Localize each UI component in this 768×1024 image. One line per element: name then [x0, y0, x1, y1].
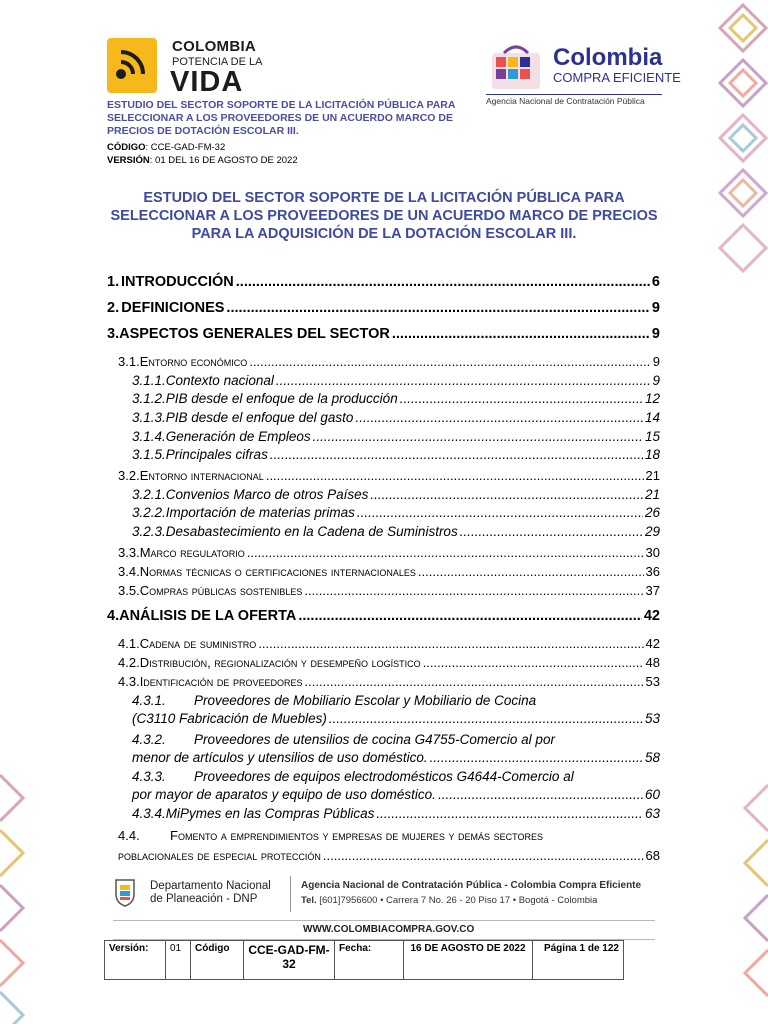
footer-website-row — [113, 920, 655, 940]
toc-entry[interactable]: 4.3.1. Proveedores de Mobiliario Escolar y Mobiliario de Cocina (C3110 Fabricación de Muebles) ..... 53 — [132, 692, 660, 728]
header-code: CÓDIGO: CCE-GAD-FM-32 — [107, 142, 226, 153]
toc-entry[interactable]: 3.4. Normas técnicas o certificaciones internacionales ..... 36 — [118, 564, 660, 579]
dnp-name: Departamento Nacional de Planeación - DNP — [150, 880, 271, 905]
toc-entry[interactable]: 4.3. Identificación de proveedores ..... 53 — [118, 674, 660, 689]
main-title: ESTUDIO DEL SECTOR SOPORTE DE LA LICITACIÓN PÚBLICA PARA SELECCIONAR A LOS PROVEEDORES DE UN ACUERDO MARCO DE PRECIOS PARA LA ADQUISICIÓN DE LA DOTACIÓN ESCOLAR III. — [110, 190, 658, 242]
header-version: VERSIÓN: 01 DEL 16 DE AGOSTO DE 2022 — [107, 155, 298, 166]
toc-entry[interactable]: 3.2.1. Convenios Marco de otros Países ..... 21 — [132, 487, 660, 502]
toc-entry[interactable]: 3. ASPECTOS GENERALES DEL SECTOR ..... 9 — [107, 326, 660, 342]
toc-entry[interactable]: 3.1.5. Principales cifras ..... 18 — [132, 447, 660, 462]
colombia-compra-eficiente-logo-icon — [486, 45, 546, 91]
toc-entry[interactable]: 3.5. Compras públicas sostenibles ..... 37 — [118, 583, 660, 598]
toc-entry[interactable]: 4.4. Fomento a emprendimientos y empresas de mujeres y demás sectores poblacionales de especial protección ..... 68 — [118, 826, 660, 866]
toc-entry[interactable]: 3.1.4. Generación de Empleos ..... 15 — [132, 429, 660, 444]
brand-line-1: COLOMBIA — [172, 38, 257, 55]
code-label: Código — [191, 941, 244, 980]
toc-entry[interactable]: 3.3. Marco regulatorio ..... 30 — [118, 545, 660, 560]
footer-agency: Agencia Nacional de Contratación Pública - Colombia Compra Eficiente — [301, 880, 642, 891]
page-indicator: Página 1 de 122 — [533, 941, 624, 980]
date-value: 16 DE AGOSTO DE 2022 — [404, 941, 533, 980]
decorative-pattern-bottom-right — [728, 780, 768, 1024]
footer-divider — [290, 876, 291, 912]
colombia-potencia-logo-icon — [107, 38, 157, 93]
decorative-pattern-bottom-left — [0, 770, 50, 1024]
cce-subtitle: COMPRA EFICIENTE — [553, 70, 681, 85]
toc-entry[interactable]: 2. DEFINICIONES ..... 9 — [107, 300, 660, 316]
toc-entry[interactable]: 3.1.1. Contexto nacional ..... 9 — [132, 373, 660, 388]
footer-contact: Tel. [601]7956600 • Carrera 7 No. 26 - 20 Piso 17 • Bogotá - Colombia — [301, 895, 598, 906]
code-value: CCE-GAD-FM-32 — [244, 941, 335, 980]
version-label: Versión: — [105, 941, 166, 980]
toc-entry[interactable]: 4.2. Distribución, regionalización y desempeño logístico ..... 48 — [118, 655, 660, 670]
cce-name: Colombia — [553, 44, 663, 71]
toc-entry[interactable]: 3.2.2. Importación de materias primas ..... 26 — [132, 505, 660, 520]
version-value: 01 — [166, 941, 191, 980]
toc-entry[interactable]: 4.3.4. MiPymes en las Compras Públicas ..... 63 — [132, 806, 660, 821]
toc-entry[interactable]: 3.1. Entorno económico ..... 9 — [118, 354, 660, 369]
cce-agency: Agencia Nacional de Contratación Pública — [486, 96, 645, 106]
toc-entry[interactable]: 4.1. Cadena de suministro ..... 42 — [118, 636, 660, 651]
toc-entry[interactable]: 3.2.3. Desabastecimiento en la Cadena de Suministros ..... 29 — [132, 524, 660, 539]
toc-entry[interactable]: 4.3.2. Proveedores de utensilios de cocina G4755-Comercio al por menor de artículos y utensilios de uso doméstico. ..... 58 — [132, 731, 660, 767]
date-label: Fecha: — [335, 941, 404, 980]
toc-entry[interactable]: 4. ANÁLISIS DE LA OFERTA ..... 42 — [107, 608, 660, 624]
toc-entry[interactable]: 3.2. Entorno internacional ..... 21 — [118, 468, 660, 483]
dnp-shield-icon — [113, 876, 137, 908]
toc-entry[interactable]: 4.3.3. Proveedores de equipos electrodomésticos G4644-Comercio al por mayor de aparatos y equipo de uso doméstico. ..... 60 — [132, 768, 660, 804]
document-control-table — [104, 940, 624, 980]
website-link[interactable]: WWW.COLOMBIACOMPRA.GOV.CO — [303, 924, 475, 935]
cce-divider — [486, 94, 662, 95]
toc-entry[interactable]: 3.1.3. PIB desde el enfoque del gasto ..... 14 — [132, 410, 660, 425]
header-doc-title: ESTUDIO DEL SECTOR SOPORTE DE LA LICITACIÓN PÚBLICA PARA SELECCIONAR A LOS PROVEEDORES DE UN ACUERDO MARCO DE PRECIOS DE DOTACIÓN ESCOLAR III. — [107, 99, 456, 137]
toc-entry[interactable]: 3.1.2. PIB desde el enfoque de la producción ..... 12 — [132, 391, 660, 406]
decorative-pattern-top-right — [718, 0, 768, 275]
brand-line-3: VIDA — [170, 66, 244, 98]
toc-entry[interactable]: 1. INTRODUCCIÓN ..... 6 — [107, 274, 660, 290]
brand-line-2: POTENCIA DE LA — [172, 56, 263, 68]
